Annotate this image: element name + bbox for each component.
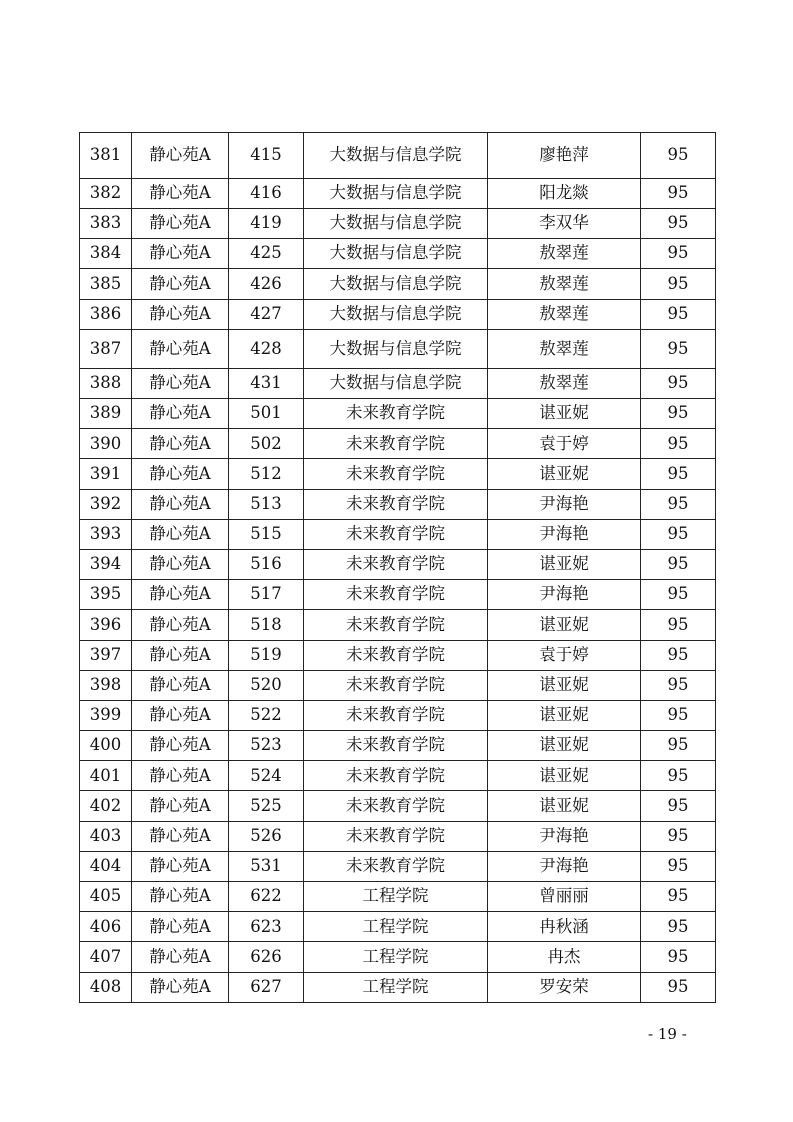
- row-number-cell: 395: [80, 580, 132, 610]
- room-number-cell: 526: [229, 821, 304, 851]
- row-number-cell: 396: [80, 610, 132, 640]
- score-cell: 95: [641, 489, 716, 519]
- row-number-cell: 393: [80, 519, 132, 549]
- row-number-cell: 383: [80, 209, 132, 239]
- row-number-cell: 382: [80, 179, 132, 209]
- person-cell: 敖翠莲: [488, 269, 641, 300]
- building-cell: 静心苑A: [132, 851, 229, 881]
- building-cell: 静心苑A: [132, 700, 229, 730]
- room-number-cell: 428: [229, 330, 304, 369]
- row-number-cell: 398: [80, 670, 132, 700]
- building-cell: 静心苑A: [132, 133, 229, 179]
- table-row: [80, 791, 716, 821]
- score-cell: 95: [641, 330, 716, 369]
- table-row: [80, 700, 716, 730]
- college-cell: 未来教育学院: [304, 429, 488, 459]
- row-number-cell: 404: [80, 851, 132, 881]
- row-number-cell: 389: [80, 399, 132, 429]
- building-cell: 静心苑A: [132, 972, 229, 1002]
- building-cell: 静心苑A: [132, 821, 229, 851]
- table-row: [80, 731, 716, 761]
- room-number-cell: 512: [229, 459, 304, 489]
- table-row: [80, 269, 716, 300]
- building-cell: 静心苑A: [132, 369, 229, 399]
- room-number-cell: 520: [229, 670, 304, 700]
- person-cell: 谌亚妮: [488, 700, 641, 730]
- person-cell: 尹海艳: [488, 580, 641, 610]
- building-cell: 静心苑A: [132, 640, 229, 670]
- row-number-cell: 401: [80, 761, 132, 791]
- score-cell: 95: [641, 133, 716, 179]
- score-cell: 95: [641, 459, 716, 489]
- score-cell: 95: [641, 580, 716, 610]
- college-cell: 未来教育学院: [304, 459, 488, 489]
- person-cell: 谌亚妮: [488, 670, 641, 700]
- building-cell: 静心苑A: [132, 912, 229, 942]
- score-cell: 95: [641, 882, 716, 912]
- score-cell: 95: [641, 610, 716, 640]
- row-number-cell: 394: [80, 549, 132, 579]
- person-cell: 尹海艳: [488, 519, 641, 549]
- score-cell: 95: [641, 972, 716, 1002]
- room-number-cell: 531: [229, 851, 304, 881]
- college-cell: 未来教育学院: [304, 731, 488, 761]
- college-cell: 工程学院: [304, 912, 488, 942]
- score-cell: 95: [641, 269, 716, 300]
- person-cell: 李双华: [488, 209, 641, 239]
- college-cell: 大数据与信息学院: [304, 269, 488, 300]
- table-row: [80, 459, 716, 489]
- building-cell: 静心苑A: [132, 549, 229, 579]
- room-number-cell: 426: [229, 269, 304, 300]
- college-cell: 工程学院: [304, 882, 488, 912]
- row-number-cell: 390: [80, 429, 132, 459]
- table-row: [80, 882, 716, 912]
- room-number-cell: 431: [229, 369, 304, 399]
- person-cell: 袁于婷: [488, 429, 641, 459]
- row-number-cell: 385: [80, 269, 132, 300]
- table-row: [80, 133, 716, 179]
- room-number-cell: 501: [229, 399, 304, 429]
- row-number-cell: 391: [80, 459, 132, 489]
- row-number-cell: 381: [80, 133, 132, 179]
- score-cell: 95: [641, 791, 716, 821]
- room-number-cell: 415: [229, 133, 304, 179]
- table-row: [80, 399, 716, 429]
- person-cell: 谌亚妮: [488, 399, 641, 429]
- room-number-cell: 623: [229, 912, 304, 942]
- building-cell: 静心苑A: [132, 429, 229, 459]
- person-cell: 冉杰: [488, 942, 641, 972]
- score-cell: 95: [641, 239, 716, 269]
- table-body: [80, 133, 716, 1003]
- college-cell: 未来教育学院: [304, 489, 488, 519]
- row-number-cell: 399: [80, 700, 132, 730]
- room-number-cell: 425: [229, 239, 304, 269]
- room-number-cell: 515: [229, 519, 304, 549]
- table-row: [80, 670, 716, 700]
- building-cell: 静心苑A: [132, 761, 229, 791]
- college-cell: 未来教育学院: [304, 399, 488, 429]
- room-number-cell: 516: [229, 549, 304, 579]
- college-cell: 工程学院: [304, 972, 488, 1002]
- college-cell: 未来教育学院: [304, 519, 488, 549]
- room-number-cell: 524: [229, 761, 304, 791]
- score-cell: 95: [641, 761, 716, 791]
- person-cell: 袁于婷: [488, 640, 641, 670]
- room-number-cell: 622: [229, 882, 304, 912]
- room-number-cell: 523: [229, 731, 304, 761]
- building-cell: 静心苑A: [132, 610, 229, 640]
- person-cell: 谌亚妮: [488, 731, 641, 761]
- building-cell: 静心苑A: [132, 300, 229, 330]
- table-row: [80, 239, 716, 269]
- table-row: [80, 851, 716, 881]
- score-cell: 95: [641, 179, 716, 209]
- building-cell: 静心苑A: [132, 330, 229, 369]
- table-row: [80, 942, 716, 972]
- row-number-cell: 384: [80, 239, 132, 269]
- score-cell: 95: [641, 300, 716, 330]
- score-cell: 95: [641, 549, 716, 579]
- person-cell: 廖艳萍: [488, 133, 641, 179]
- building-cell: 静心苑A: [132, 459, 229, 489]
- college-cell: 未来教育学院: [304, 670, 488, 700]
- college-cell: 大数据与信息学院: [304, 179, 488, 209]
- college-cell: 大数据与信息学院: [304, 239, 488, 269]
- college-cell: 未来教育学院: [304, 851, 488, 881]
- row-number-cell: 405: [80, 882, 132, 912]
- dormitory-score-table: [79, 132, 716, 1003]
- score-cell: 95: [641, 519, 716, 549]
- room-number-cell: 517: [229, 580, 304, 610]
- room-number-cell: 513: [229, 489, 304, 519]
- score-cell: 95: [641, 851, 716, 881]
- table-row: [80, 580, 716, 610]
- college-cell: 大数据与信息学院: [304, 300, 488, 330]
- person-cell: 谌亚妮: [488, 549, 641, 579]
- building-cell: 静心苑A: [132, 580, 229, 610]
- table-row: [80, 429, 716, 459]
- score-cell: 95: [641, 209, 716, 239]
- building-cell: 静心苑A: [132, 942, 229, 972]
- building-cell: 静心苑A: [132, 239, 229, 269]
- row-number-cell: 400: [80, 731, 132, 761]
- score-cell: 95: [641, 912, 716, 942]
- table-row: [80, 912, 716, 942]
- score-cell: 95: [641, 640, 716, 670]
- building-cell: 静心苑A: [132, 179, 229, 209]
- table-row: [80, 489, 716, 519]
- building-cell: 静心苑A: [132, 489, 229, 519]
- row-number-cell: 407: [80, 942, 132, 972]
- person-cell: 谌亚妮: [488, 459, 641, 489]
- row-number-cell: 386: [80, 300, 132, 330]
- score-cell: 95: [641, 399, 716, 429]
- person-cell: 谌亚妮: [488, 610, 641, 640]
- college-cell: 大数据与信息学院: [304, 133, 488, 179]
- building-cell: 静心苑A: [132, 269, 229, 300]
- building-cell: 静心苑A: [132, 209, 229, 239]
- college-cell: 大数据与信息学院: [304, 209, 488, 239]
- building-cell: 静心苑A: [132, 519, 229, 549]
- college-cell: 大数据与信息学院: [304, 330, 488, 369]
- table-row: [80, 972, 716, 1002]
- person-cell: 谌亚妮: [488, 791, 641, 821]
- room-number-cell: 522: [229, 700, 304, 730]
- row-number-cell: 387: [80, 330, 132, 369]
- score-cell: 95: [641, 942, 716, 972]
- person-cell: 罗安荣: [488, 972, 641, 1002]
- person-cell: 敖翠莲: [488, 300, 641, 330]
- table-row: [80, 549, 716, 579]
- table-row: [80, 821, 716, 851]
- person-cell: 敖翠莲: [488, 239, 641, 269]
- score-cell: 95: [641, 821, 716, 851]
- room-number-cell: 416: [229, 179, 304, 209]
- college-cell: 工程学院: [304, 942, 488, 972]
- room-number-cell: 502: [229, 429, 304, 459]
- person-cell: 曾丽丽: [488, 882, 641, 912]
- person-cell: 敖翠莲: [488, 330, 641, 369]
- college-cell: 未来教育学院: [304, 791, 488, 821]
- score-cell: 95: [641, 429, 716, 459]
- row-number-cell: 392: [80, 489, 132, 519]
- room-number-cell: 419: [229, 209, 304, 239]
- row-number-cell: 408: [80, 972, 132, 1002]
- college-cell: 未来教育学院: [304, 761, 488, 791]
- table-row: [80, 761, 716, 791]
- table-row: [80, 330, 716, 369]
- college-cell: 未来教育学院: [304, 640, 488, 670]
- college-cell: 未来教育学院: [304, 549, 488, 579]
- room-number-cell: 626: [229, 942, 304, 972]
- page-number: - 19 -: [648, 1025, 687, 1043]
- room-number-cell: 525: [229, 791, 304, 821]
- college-cell: 未来教育学院: [304, 821, 488, 851]
- table-row: [80, 640, 716, 670]
- building-cell: 静心苑A: [132, 399, 229, 429]
- room-number-cell: 627: [229, 972, 304, 1002]
- person-cell: 尹海艳: [488, 821, 641, 851]
- table-row: [80, 209, 716, 239]
- person-cell: 尹海艳: [488, 851, 641, 881]
- person-cell: 尹海艳: [488, 489, 641, 519]
- table-row: [80, 519, 716, 549]
- person-cell: 敖翠莲: [488, 369, 641, 399]
- building-cell: 静心苑A: [132, 670, 229, 700]
- score-cell: 95: [641, 670, 716, 700]
- room-number-cell: 518: [229, 610, 304, 640]
- building-cell: 静心苑A: [132, 791, 229, 821]
- person-cell: 阳龙燚: [488, 179, 641, 209]
- score-cell: 95: [641, 731, 716, 761]
- person-cell: 谌亚妮: [488, 761, 641, 791]
- room-number-cell: 427: [229, 300, 304, 330]
- table-row: [80, 369, 716, 399]
- building-cell: 静心苑A: [132, 731, 229, 761]
- college-cell: 大数据与信息学院: [304, 369, 488, 399]
- row-number-cell: 403: [80, 821, 132, 851]
- person-cell: 冉秋涵: [488, 912, 641, 942]
- college-cell: 未来教育学院: [304, 580, 488, 610]
- score-cell: 95: [641, 700, 716, 730]
- table-row: [80, 300, 716, 330]
- row-number-cell: 402: [80, 791, 132, 821]
- building-cell: 静心苑A: [132, 882, 229, 912]
- score-cell: 95: [641, 369, 716, 399]
- table-row: [80, 179, 716, 209]
- row-number-cell: 397: [80, 640, 132, 670]
- table-row: [80, 610, 716, 640]
- college-cell: 未来教育学院: [304, 700, 488, 730]
- college-cell: 未来教育学院: [304, 610, 488, 640]
- room-number-cell: 519: [229, 640, 304, 670]
- row-number-cell: 388: [80, 369, 132, 399]
- row-number-cell: 406: [80, 912, 132, 942]
